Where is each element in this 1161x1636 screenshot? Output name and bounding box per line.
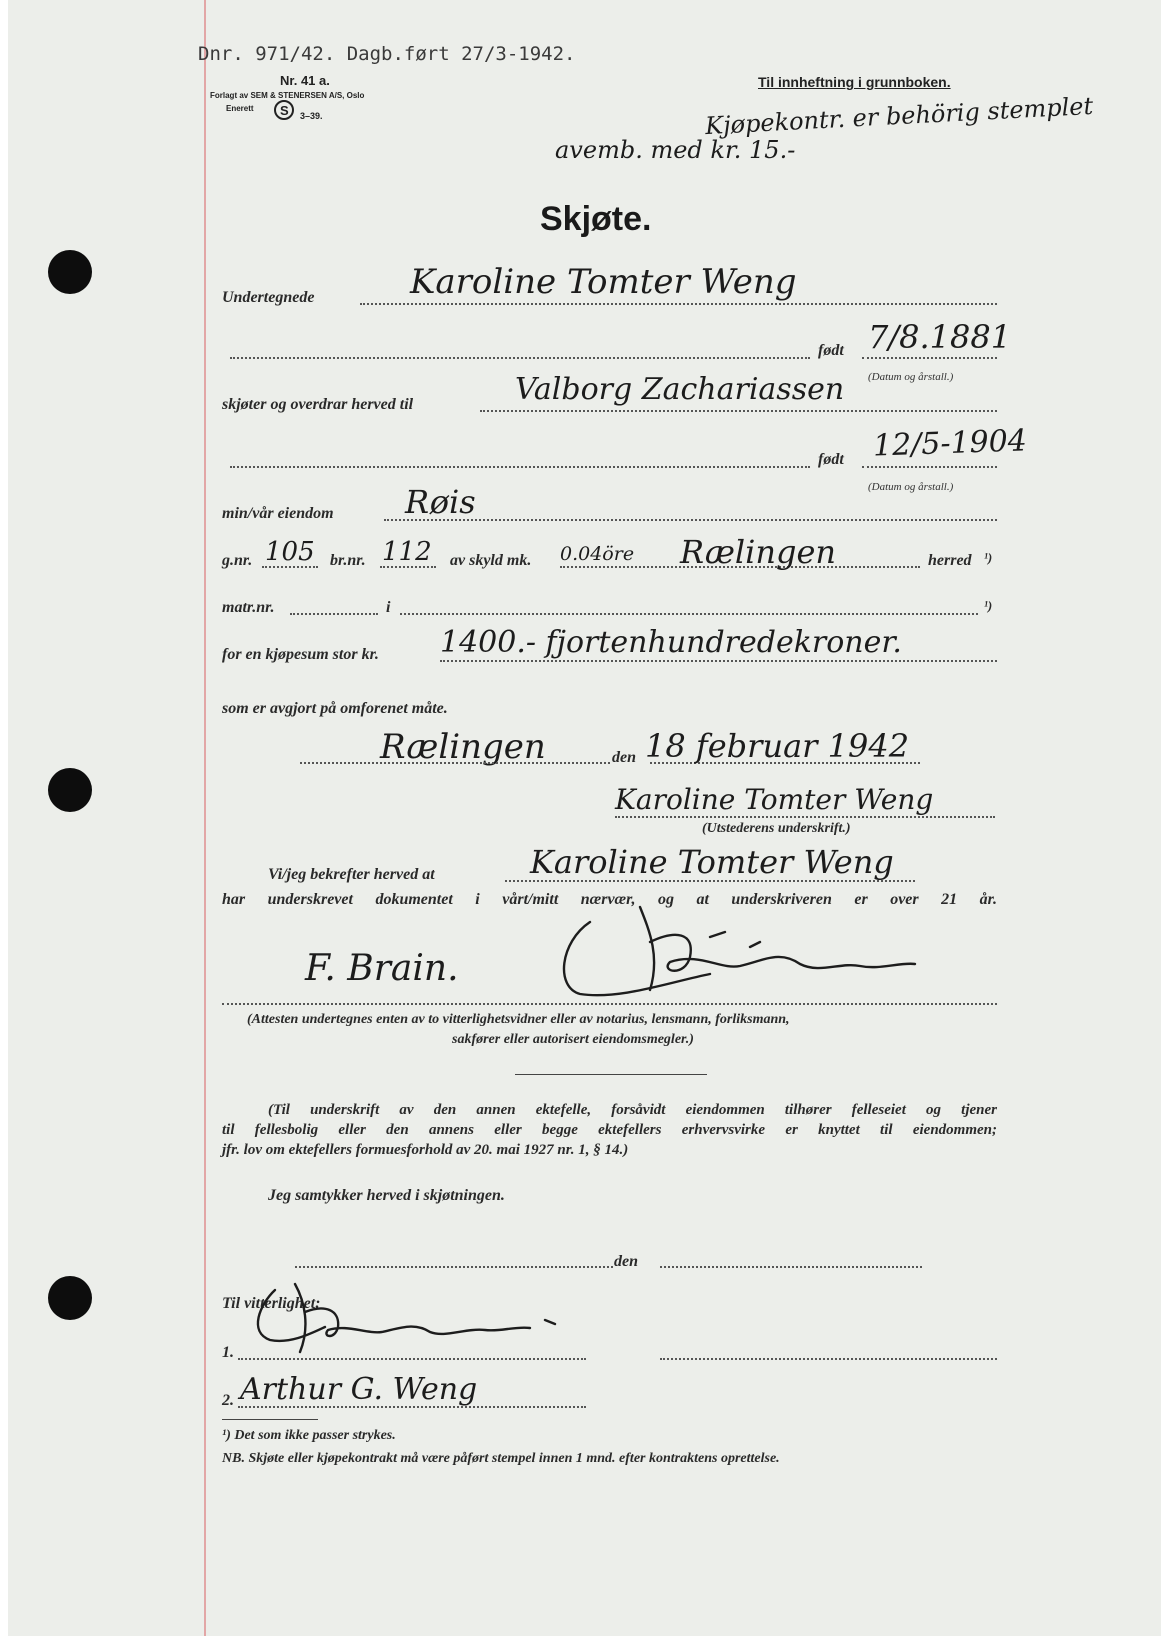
svg-text:S: S (280, 103, 289, 118)
datum-hint-2: (Datum og årstall.) (868, 481, 954, 493)
publisher-logo-icon (273, 99, 295, 121)
matr-i-label: i (386, 599, 391, 616)
kjopesum-label: for en kjøpesum stor kr. (222, 646, 379, 663)
footnote-rule (222, 1419, 318, 1420)
consent-date-line (660, 1266, 922, 1268)
stamp-note-line2: avemb. med kr. 15.- (555, 136, 796, 164)
eiendom-label: min/vår eiendom (222, 505, 334, 522)
fodt-label: født (818, 342, 844, 359)
witness-number-2: 2. (222, 1392, 234, 1409)
fodt2-line (862, 466, 997, 468)
place-value[interactable]: Rælingen (380, 727, 546, 767)
document-page (8, 0, 1161, 1636)
consent-den-label: den (614, 1253, 638, 1270)
filing-note: Til innheftning i grunnboken. (758, 74, 951, 90)
witnesses-label: Til vitterlighet: (222, 1295, 321, 1312)
witness-line (222, 1003, 997, 1005)
fodt-value[interactable]: 7/8.1881 (868, 318, 1012, 356)
publisher-line: Forlagt av SEM & STENERSEN A/S, Oslo (210, 91, 365, 100)
punch-hole-bottom (48, 1276, 92, 1320)
punch-hole-middle (48, 768, 92, 812)
signature-line (615, 816, 995, 818)
fodt2-line-lead (230, 466, 810, 468)
spouse-para-2: til fellesbolig eller den annens eller begge ektefellers erhvervsvirke er knyttet til eiendommen; (222, 1122, 997, 1138)
attest-value[interactable]: Karoline Tomter Weng (530, 843, 894, 881)
witness-1-signature (230, 1282, 590, 1362)
kjopesum-line (440, 660, 997, 662)
document-title: Skjøte. (540, 200, 652, 238)
matr-line (290, 613, 378, 615)
skyld-label: av skyld mk. (450, 552, 532, 569)
undertegnede-label: Undertegnede (222, 289, 315, 306)
section-divider (515, 1074, 707, 1075)
datum-hint: (Datum og årstall.) (868, 371, 954, 383)
attest-note-line2: sakfører eller autorisert eiendomsmegler.) (452, 1032, 694, 1047)
kjopesum-value[interactable]: 1400.- fjortenhundredekroner. (440, 625, 902, 660)
gnr-value[interactable]: 105 (265, 537, 315, 567)
fodt2-label: født (818, 451, 844, 468)
gnr-label: g.nr. (222, 552, 253, 569)
spouse-para-1: (Til underskrift av den annen ektefelle, forsåvidt eiendommen tilhører felleseiet og tjener (268, 1102, 997, 1118)
consent-place-line (295, 1266, 613, 1268)
undertegnede-line (360, 303, 997, 305)
footnote-text: ¹) Det som ikke passer strykes. (222, 1428, 396, 1443)
skjoter-line (480, 410, 997, 412)
spouse-para-3: jfr. lov om ektefellers formuesforhold av 20. mai 1927 nr. 1, § 14.) (222, 1142, 629, 1158)
attest-statement: har underskrevet dokumentet i vårt/mitt nærvær, og at underskriveren er over 21 år. (222, 891, 997, 908)
consent-statement: Jeg samtykker herved i skjøtningen. (268, 1187, 505, 1204)
fodt-line-lead (230, 357, 810, 359)
witness-number-1: 1. (222, 1344, 234, 1361)
punch-hole-top (48, 250, 92, 294)
publisher-enerett: Enerett (226, 104, 254, 113)
skjoter-label: skjøter og overdrar herved til (222, 396, 414, 413)
avgjort-text: som er avgjort på omforenet måte. (222, 700, 448, 717)
witness-1b-line (660, 1358, 997, 1360)
herred-footnote-mark: ¹) (984, 550, 993, 565)
fodt2-value[interactable]: 12/5-1904 (872, 423, 1028, 464)
fodt-line (862, 357, 997, 359)
matr-footnote-mark: ¹) (984, 598, 993, 613)
brnr-value[interactable]: 112 (382, 537, 432, 567)
nb-note: NB. Skjøte eller kjøpekontrakt må være påført stempel innen 1 mnd. efter kontraktens oprettelse. (222, 1451, 780, 1466)
witness-1-line (238, 1358, 586, 1360)
publisher-date: 3–39. (300, 111, 323, 121)
place-line (300, 762, 610, 764)
witness-2-line (238, 1406, 586, 1408)
witness-signature-scribble (550, 902, 930, 1007)
den-label: den (612, 749, 636, 766)
attest-label: Vi/jeg bekrefter herved at (268, 866, 435, 883)
matr-i-line (400, 613, 978, 615)
witness-name-brain[interactable]: F. Brain. (305, 948, 459, 989)
registry-line: Dnr. 971/42. Dagb.ført 27/3-1942. (198, 43, 576, 65)
matr-label: matr.nr. (222, 599, 275, 616)
date-value[interactable]: 18 februar 1942 (645, 727, 910, 765)
margin-rule (204, 0, 206, 1636)
eiendom-value[interactable]: Røis (405, 483, 476, 521)
herred-label: herred (928, 552, 972, 569)
witness-2-signature[interactable]: Arthur G. Weng (240, 1372, 478, 1407)
stamp-note-line1: Kjøpekontr. er behörig stemplet (704, 91, 1094, 141)
issuer-signature[interactable]: Karoline Tomter Weng (615, 783, 934, 816)
attest-note-line1: (Attesten undertegnes enten av to vitterlighetsvidner eller av notarius, lensmann, forliksmann, (247, 1012, 790, 1027)
skjoter-value[interactable]: Valborg Zachariassen (515, 372, 845, 407)
signature-caption: (Utstederens underskrift.) (702, 821, 851, 836)
herred-value[interactable]: Rælingen (680, 533, 837, 571)
form-number: Nr. 41 a. (280, 73, 330, 88)
brnr-label: br.nr. (330, 552, 366, 569)
undertegnede-value[interactable]: Karoline Tomter Weng (410, 262, 797, 302)
skyld-value[interactable]: 0.04öre (560, 543, 635, 565)
